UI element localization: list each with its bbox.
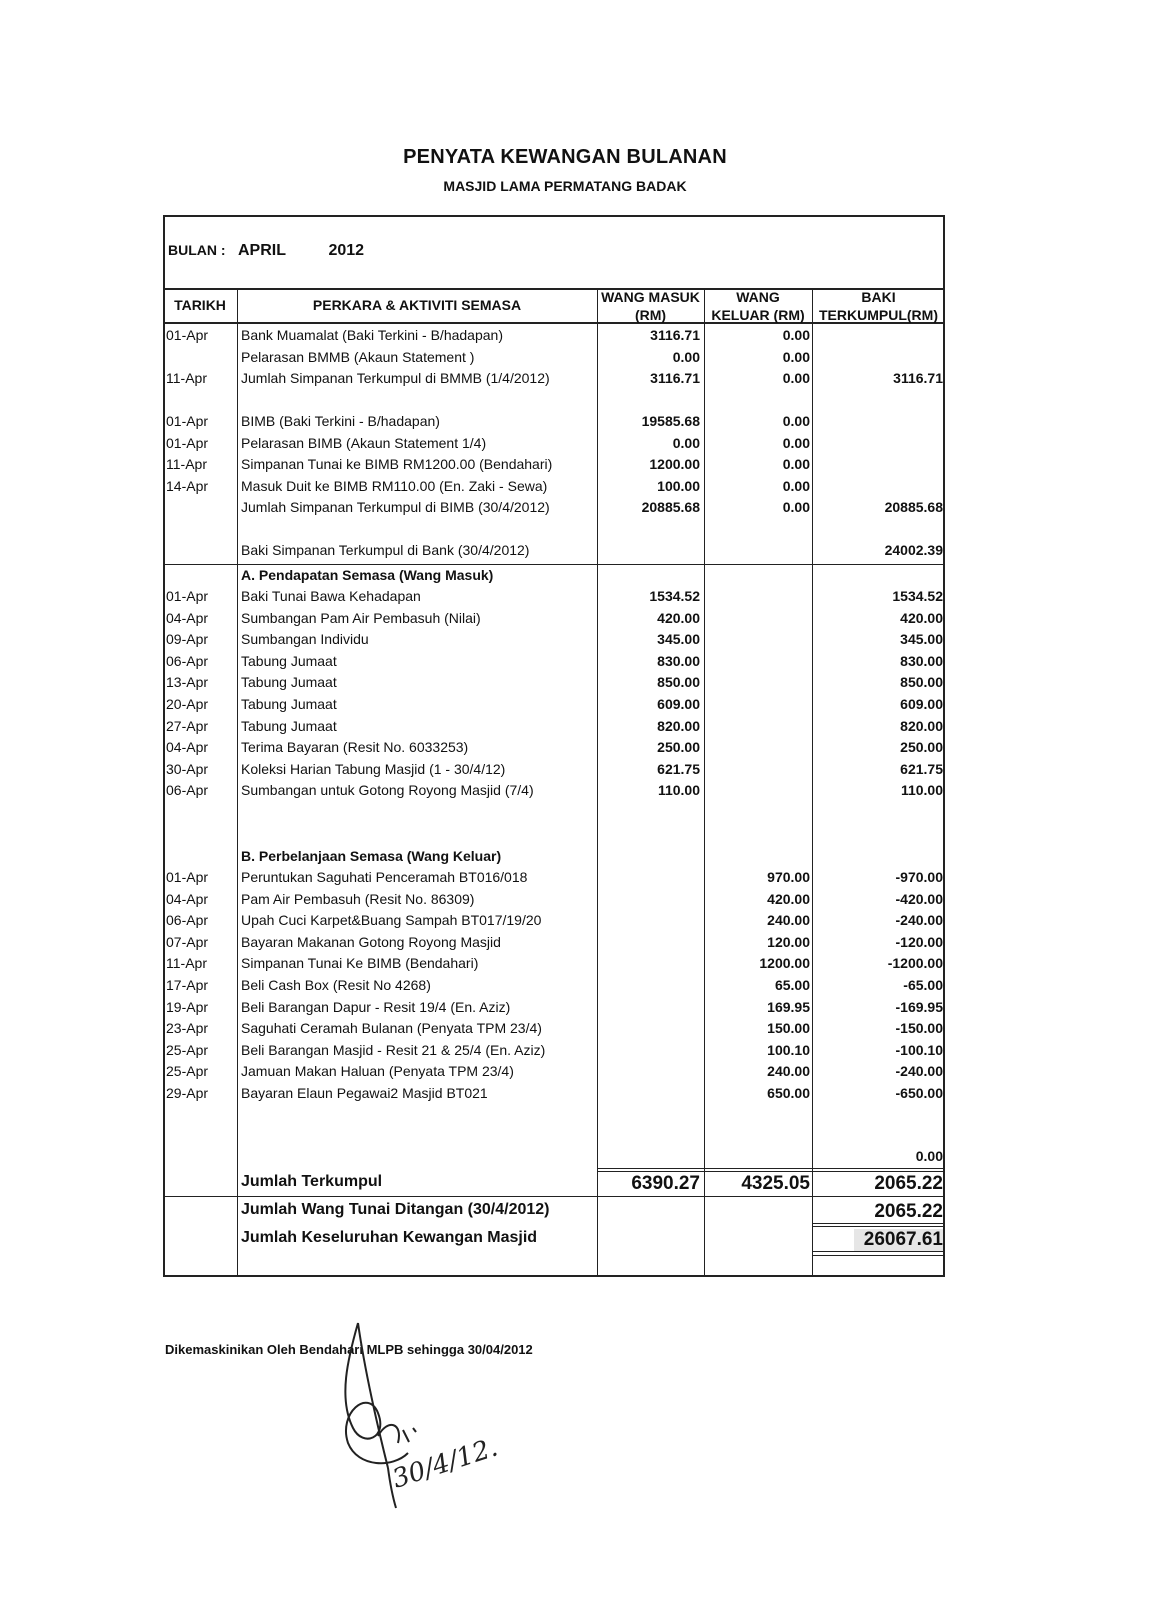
row-date: 19-Apr [166,998,209,1015]
row-masuk: 19585.68 [641,413,700,429]
bulan-label: BULAN : [168,242,226,258]
row-date: 17-Apr [166,977,209,993]
totals-top-rule [597,1168,945,1172]
row-item: Beli Barangan Masjid - Resit 21 & 25/4 (En. Aziz) [241,1041,546,1058]
row-keluar: 650.00 [767,1085,810,1101]
table-row [163,1061,945,1082]
row-date: 25-Apr [166,1041,209,1058]
row-masuk: 345.00 [657,631,700,648]
row-masuk: 20885.68 [641,499,700,515]
table-row [163,737,945,758]
page-title: PENYATA KEWANGAN BULANAN [403,146,727,168]
row-item: Masuk Duit ke BIMB RM110.00 (En. Zaki - Sewa) [241,477,548,494]
row-keluar: 150.00 [767,1020,810,1037]
col-header-masuk [597,290,704,323]
row-date: 01-Apr [166,327,209,343]
row-item: Sumbangan Pam Air Pembasuh (Nilai) [241,609,481,626]
row-date: 01-Apr [166,588,209,604]
row-date: 14-Apr [166,477,209,494]
row-item: Tabung Jumaat [241,696,337,712]
row-item: Tabung Jumaat [241,674,337,691]
row-baki: 110.00 [900,782,943,799]
row-baki: -65.00 [903,977,943,993]
row-baki: 20885.68 [884,499,943,515]
col-header-keluar [704,290,812,323]
table-row [163,997,945,1018]
row-baki: -100.10 [895,1041,943,1058]
table-row [163,651,945,672]
row-baki: -240.00 [895,1063,943,1080]
row-masuk: 1534.52 [649,588,700,604]
row-item: Pelarasan BMMB (Akaun Statement ) [241,348,475,365]
table-row [163,672,945,693]
table-row [163,694,945,715]
total-terkumpul-baki: 2065.22 [874,1173,943,1194]
row-item: Peruntukan Saguhati Penceramah BT016/018 [241,869,528,885]
row-keluar: 420.00 [767,890,810,907]
row-masuk: 1200.00 [649,456,700,472]
row-keluar: 1200.00 [759,955,810,972]
row-date: 27-Apr [166,717,209,734]
row-item: Baki Simpanan Terkumpul di Bank (30/4/2012) [241,542,530,558]
total-terkumpul-label: Jumlah Terkumpul [241,1173,383,1190]
row-baki: 3116.71 [893,370,943,386]
row-item: Baki Tunai Bawa Kehadapan [241,588,421,604]
row-masuk: 850.00 [657,674,700,691]
page-subtitle: MASJID LAMA PERMATANG BADAK [443,178,687,194]
col-header-baki-2: TERKUMPUL(RM) [819,307,938,323]
row-baki: -150.00 [895,1020,943,1037]
row-keluar: 0.00 [782,456,810,472]
row-item: Bank Muamalat (Baki Terkini - B/hadapan) [241,327,503,343]
row-date: 30-Apr [166,760,209,777]
row-baki: 250.00 [900,739,943,756]
row-item: Pam Air Pembasuh (Resit No. 86309) [241,890,475,907]
signature [318,1318,538,1518]
row-date: 11-Apr [166,456,207,472]
row-masuk: 621.75 [657,760,700,777]
row-masuk: 0.00 [672,348,700,365]
table-row [163,780,945,801]
table-row [163,368,945,389]
row-item: Sumbangan Individu [241,631,369,648]
row-masuk: 100.00 [657,477,700,494]
row-keluar: 0.00 [782,499,810,515]
row-keluar: 0.00 [782,327,810,343]
row-item: Bayaran Makanan Gotong Royong Masjid [241,933,501,950]
row-item: Koleksi Harian Tabung Masjid (1 - 30/4/12) [241,760,506,777]
row-baki: 820.00 [900,717,943,734]
row-masuk: 110.00 [657,782,700,799]
row-masuk: 820.00 [657,717,700,734]
row-baki: 1534.52 [892,588,943,604]
row-item: Terima Bayaran (Resit No. 6033253) [241,739,469,756]
row-baki: -240.00 [895,912,943,929]
row-baki: 609.00 [900,696,943,712]
table-row [163,975,945,996]
separator-bank [163,564,945,565]
row-masuk: 250.00 [657,739,700,756]
table-row [163,867,945,888]
row-item: Jamuan Makan Haluan (Penyata TPM 23/4) [241,1063,514,1080]
row-masuk: 3116.71 [650,327,700,343]
row-baki: 830.00 [900,652,943,669]
total-terkumpul-masuk: 6390.27 [631,1173,700,1194]
row-baki: -120.00 [895,933,943,950]
col-header-tarikh: TARIKH [174,297,226,313]
table-row [163,433,945,454]
table-row [163,608,945,629]
row-date: 04-Apr [166,890,209,907]
table-row [163,325,945,346]
row-item: Jumlah Simpanan Terkumpul di BIMB (30/4/2012) [241,499,550,515]
year-value: 2012 [328,242,365,259]
table-row [163,932,945,953]
row-item: B. Perbelanjaan Semasa (Wang Keluar) [241,848,502,864]
col-header-baki-1: BAKI [861,289,896,305]
table-row [163,454,945,475]
row-masuk: 420.00 [657,609,700,626]
row-baki: -169.95 [895,998,943,1015]
table-row [163,540,945,561]
table-row [163,1018,945,1039]
col-header-masuk-1: WANG MASUK [601,289,700,305]
table-row [163,910,945,931]
row-keluar: 65.00 [774,977,810,993]
row-date: 09-Apr [166,631,209,648]
total-keseluruhan-baki: 26067.61 [854,1229,943,1251]
row-item: Tabung Jumaat [241,717,337,734]
total-tunai-label: Jumlah Wang Tunai Ditangan (30/4/2012) [241,1201,550,1218]
row-date: 23-Apr [166,1020,209,1037]
row-date: 04-Apr [166,739,209,756]
table-row [163,1040,945,1061]
row-item: Bayaran Elaun Pegawai2 Masjid BT021 [241,1085,488,1101]
row-item: Upah Cuci Karpet&Buang Sampah BT017/19/20 [241,912,542,929]
table-row [163,629,945,650]
row-keluar: 0.00 [782,413,810,429]
row-keluar: 0.00 [782,434,810,451]
row-keluar: 970.00 [767,869,810,885]
keseluruhan-top-rule [812,1223,945,1227]
table-row [163,889,945,910]
table-row [163,411,945,432]
table-row [163,586,945,607]
row-baki: -420.00 [895,890,943,907]
row-date: 04-Apr [166,609,209,626]
table-row [163,1146,945,1167]
total-terkumpul-keluar: 4325.05 [741,1173,810,1194]
month-value: APRIL [238,242,286,259]
signature-date: 30/4/12. [388,1432,502,1495]
row-date: 20-Apr [166,696,209,712]
row-masuk: 609.00 [657,696,700,712]
row-item: Simpanan Tunai ke BIMB RM1200.00 (Bendahari) [241,456,553,472]
row-baki: 850.00 [900,674,943,691]
row-masuk: 3116.71 [650,370,700,386]
row-baki: 24002.39 [884,542,943,558]
row-date: 01-Apr [166,413,209,429]
table-row [163,716,945,737]
table-row [163,497,945,518]
row-date: 25-Apr [166,1063,209,1080]
table-row [163,565,945,586]
row-item: Saguhati Ceramah Bulanan (Penyata TPM 23/4) [241,1020,542,1037]
row-date: 06-Apr [166,912,209,929]
row-keluar: 240.00 [767,912,810,929]
table-row [163,953,945,974]
row-keluar: 169.95 [767,998,810,1015]
row-masuk: 830.00 [657,652,700,669]
row-date: 13-Apr [166,674,209,691]
table-row [163,347,945,368]
row-date: 11-Apr [166,370,207,386]
table-row [163,1083,945,1104]
month-line [168,242,364,260]
totals-mid-rule [163,1196,945,1197]
table-row [163,759,945,780]
row-keluar: 240.00 [767,1063,810,1080]
row-baki: 0.00 [915,1148,943,1164]
row-item: A. Pendapatan Semasa (Wang Masuk) [241,567,494,583]
col-header-perkara: PERKARA & AKTIVITI SEMASA [312,297,522,313]
row-date: 01-Apr [166,869,209,885]
row-keluar: 100.10 [767,1041,810,1058]
row-item: Jumlah Simpanan Terkumpul di BMMB (1/4/2012) [241,370,550,386]
row-keluar: 0.00 [782,348,810,365]
keseluruhan-bottom-rule [812,1251,945,1256]
row-item: Beli Cash Box (Resit No 4268) [241,977,431,993]
row-item: Sumbangan untuk Gotong Royong Masjid (7/4) [241,782,534,799]
row-date: 06-Apr [166,782,209,799]
footer-updated-by: Dikemaskinikan Oleh Bendahari MLPB sehingga 30/04/2012 [165,1342,533,1357]
row-date: 01-Apr [166,434,209,451]
row-item: Pelarasan BIMB (Akaun Statement 1/4) [241,434,487,451]
col-header-keluar-2: KELUAR (RM) [711,307,805,323]
row-baki: -650.00 [895,1085,943,1101]
row-keluar: 0.00 [782,370,810,386]
total-tunai-baki: 2065.22 [874,1201,943,1222]
row-keluar: 120.00 [767,933,810,950]
row-item: Tabung Jumaat [241,652,337,669]
row-baki: -1200.00 [887,955,943,972]
table-row [163,476,945,497]
row-masuk: 0.00 [672,434,700,451]
row-date: 06-Apr [166,652,209,669]
row-baki: 420.00 [900,609,943,626]
row-item: BIMB (Baki Terkini - B/hadapan) [241,413,440,429]
total-keseluruhan-label: Jumlah Keseluruhan Kewangan Masjid [241,1229,538,1246]
row-keluar: 0.00 [782,477,810,494]
col-header-keluar-1: WANG [736,289,780,305]
table-row [163,846,945,867]
col-header-baki [812,290,945,323]
row-date: 29-Apr [166,1085,209,1101]
col-header-masuk-2: (RM) [634,307,667,323]
row-baki: -970.00 [895,869,943,885]
row-date: 11-Apr [166,955,207,972]
row-baki: 621.75 [900,760,943,777]
row-baki: 345.00 [900,631,943,648]
row-item: Simpanan Tunai Ke BIMB (Bendahari) [241,955,479,972]
row-item: Beli Barangan Dapur - Resit 19/4 (En. Aziz) [241,998,511,1015]
row-date: 07-Apr [166,933,209,950]
